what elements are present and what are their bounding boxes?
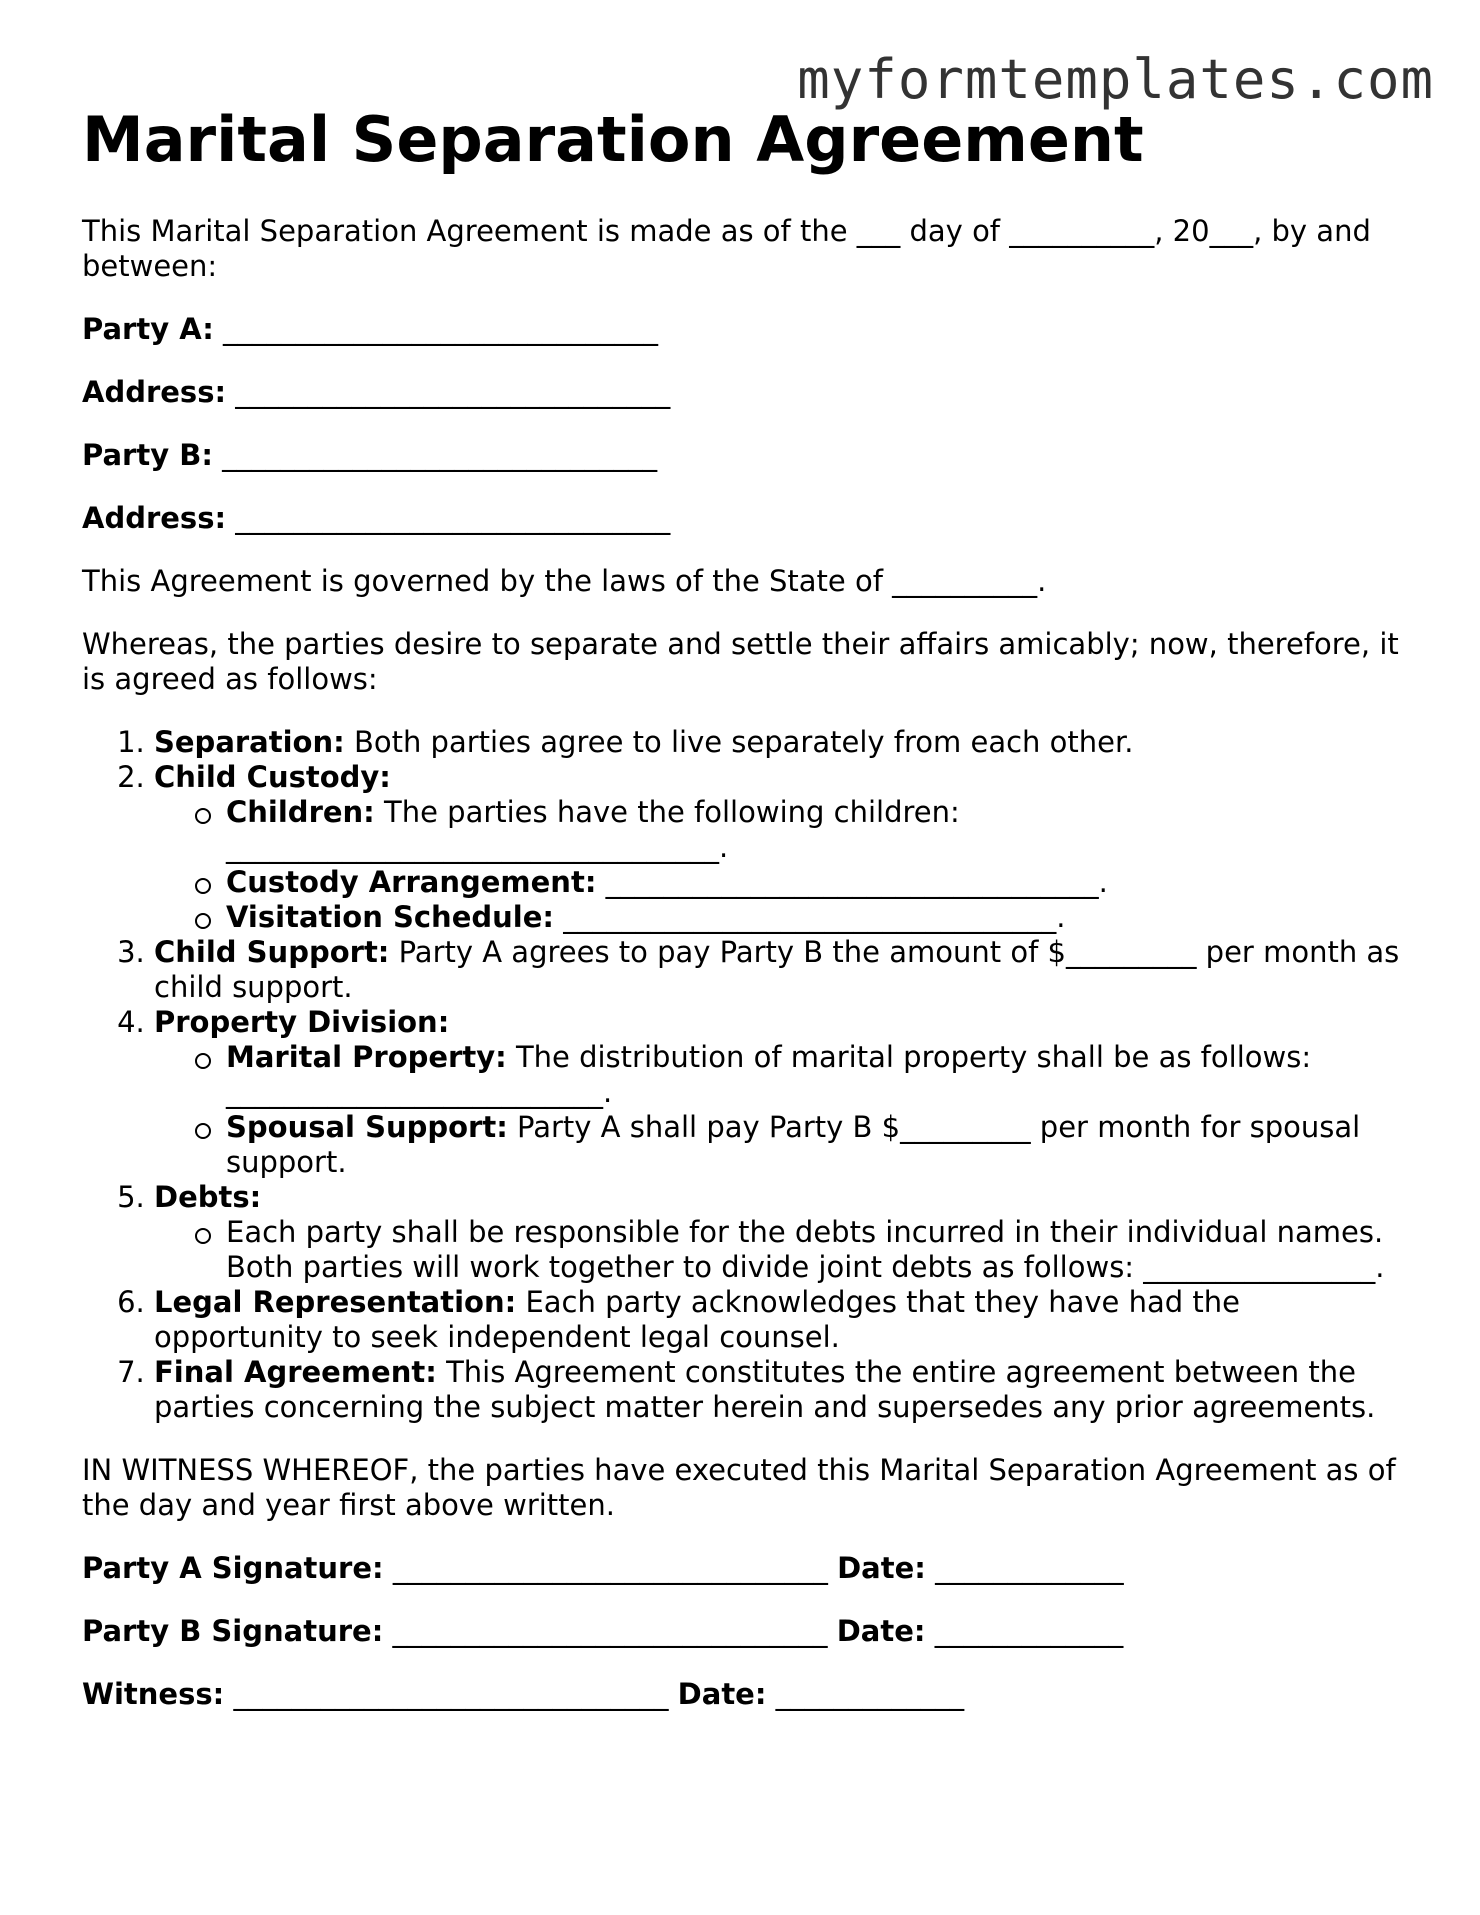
custody-sublist bbox=[154, 795, 1408, 935]
debts-item bbox=[226, 1215, 1408, 1285]
clause-final-text: This Agreement constitutes the entire agreement between the parties concerning the subject matter herein and supersedes any prior agreements. bbox=[154, 1355, 1376, 1424]
party-a-label: Party A: bbox=[82, 312, 214, 346]
property-marital-text: The distribution of marital property shall be as follows: __________________________. bbox=[226, 1040, 1312, 1109]
witness-date-label: Date: bbox=[677, 1677, 767, 1711]
party-a-blank[interactable]: ______________________________ bbox=[223, 312, 659, 346]
property-marital-item bbox=[226, 1040, 1408, 1110]
custody-arrangement-item bbox=[226, 865, 1408, 900]
party-b-address-label: Address: bbox=[82, 501, 227, 535]
witness-clause-paragraph: IN WITNESS WHEREOF, the parties have executed this Marital Separation Agreement as of the day and year first above written. bbox=[82, 1453, 1396, 1522]
clause-child-support-title: Child Support: bbox=[154, 935, 390, 969]
clause-child-custody-title: Child Custody: bbox=[154, 760, 391, 794]
party-b-signature-label: Party B Signature: bbox=[82, 1614, 384, 1648]
party-a-address-label: Address: bbox=[82, 375, 227, 409]
clause-final-title: Final Agreement: bbox=[154, 1355, 437, 1389]
site-watermark: myformtemplates.com bbox=[797, 48, 1434, 111]
clause-separation-text: Both parties agree to live separately from each other. bbox=[353, 725, 1134, 759]
property-spousal-text: Party A shall pay Party B $_________ per month for spousal support. bbox=[226, 1110, 1361, 1179]
witness-signature-line bbox=[82, 1677, 1408, 1712]
clause-legal-title: Legal Representation: bbox=[154, 1285, 517, 1319]
party-b-date-blank[interactable]: _____________ bbox=[934, 1614, 1124, 1648]
governing-law-paragraph: This Agreement is governed by the laws of the State of __________. bbox=[82, 564, 1047, 598]
clause-property-division bbox=[154, 1005, 1408, 1180]
clause-legal-text: Each party acknowledges that they have had the opportunity to seek independent legal counsel. bbox=[154, 1285, 1240, 1354]
clause-separation-title: Separation: bbox=[154, 725, 345, 759]
party-a-address-line bbox=[82, 375, 1408, 410]
clauses-list bbox=[82, 725, 1408, 1425]
party-b-address-line bbox=[82, 501, 1408, 536]
party-b-date-label: Date: bbox=[836, 1614, 926, 1648]
party-b-signature-line bbox=[82, 1614, 1408, 1649]
property-marital-label: Marital Property: bbox=[226, 1040, 507, 1074]
document-page bbox=[82, 100, 1408, 1740]
party-a-line bbox=[82, 312, 1408, 347]
clause-legal-representation bbox=[154, 1285, 1408, 1355]
party-b-address-blank[interactable]: ______________________________ bbox=[235, 501, 671, 535]
custody-visitation-item bbox=[226, 900, 1408, 935]
custody-children-label: Children: bbox=[226, 795, 375, 829]
custody-children-item bbox=[226, 795, 1408, 865]
property-spousal-item bbox=[226, 1110, 1408, 1180]
debts-sublist bbox=[154, 1215, 1408, 1285]
witness-date-blank[interactable]: _____________ bbox=[775, 1677, 965, 1711]
clause-debts-title: Debts: bbox=[154, 1180, 262, 1214]
party-a-address-blank[interactable]: ______________________________ bbox=[235, 375, 671, 409]
property-sublist bbox=[154, 1040, 1408, 1180]
custody-children-text: The parties have the following children: __________________________________. bbox=[226, 795, 960, 864]
party-a-date-label: Date: bbox=[837, 1551, 926, 1585]
custody-visitation-label: Visitation Schedule: bbox=[226, 900, 554, 934]
custody-arrangement-label: Custody Arrangement: bbox=[226, 865, 597, 899]
witness-signature-label: Witness: bbox=[82, 1677, 225, 1711]
clause-child-custody bbox=[154, 760, 1408, 935]
party-b-label: Party B: bbox=[82, 438, 213, 472]
whereas-paragraph: Whereas, the parties desire to separate and settle their affairs amicably; now, therefore, it is agreed as follows: bbox=[82, 627, 1399, 696]
party-a-signature-line bbox=[82, 1551, 1408, 1586]
party-b-blank[interactable]: ______________________________ bbox=[222, 438, 658, 472]
clause-debts bbox=[154, 1180, 1408, 1285]
party-a-signature-label: Party A Signature: bbox=[82, 1551, 384, 1585]
document-title: Marital Separation Agreement bbox=[82, 103, 1144, 176]
property-spousal-label: Spousal Support: bbox=[226, 1110, 508, 1144]
custody-arrangement-text: __________________________________. bbox=[605, 865, 1108, 899]
witness-signature-blank[interactable]: ______________________________ bbox=[233, 1677, 669, 1711]
debts-text: Each party shall be responsible for the debts incurred in their individual names. Both parties will work together to divide joint debts as follows: ________________. bbox=[226, 1215, 1385, 1284]
clause-property-division-title: Property Division: bbox=[154, 1005, 450, 1039]
party-a-date-blank[interactable]: _____________ bbox=[935, 1551, 1124, 1585]
party-b-signature-blank[interactable]: ______________________________ bbox=[392, 1614, 828, 1648]
clause-separation bbox=[154, 725, 1408, 760]
party-b-line bbox=[82, 438, 1408, 473]
clause-final-agreement bbox=[154, 1355, 1408, 1425]
intro-paragraph: This Marital Separation Agreement is made as of the ___ day of __________, 20___, by and between: bbox=[82, 214, 1371, 283]
custody-visitation-text: __________________________________. bbox=[563, 900, 1066, 934]
clause-child-support bbox=[154, 935, 1408, 1005]
clause-child-support-text: Party A agrees to pay Party B the amount of $_________ per month as child support. bbox=[154, 935, 1400, 1004]
party-a-signature-blank[interactable]: ______________________________ bbox=[392, 1551, 828, 1585]
